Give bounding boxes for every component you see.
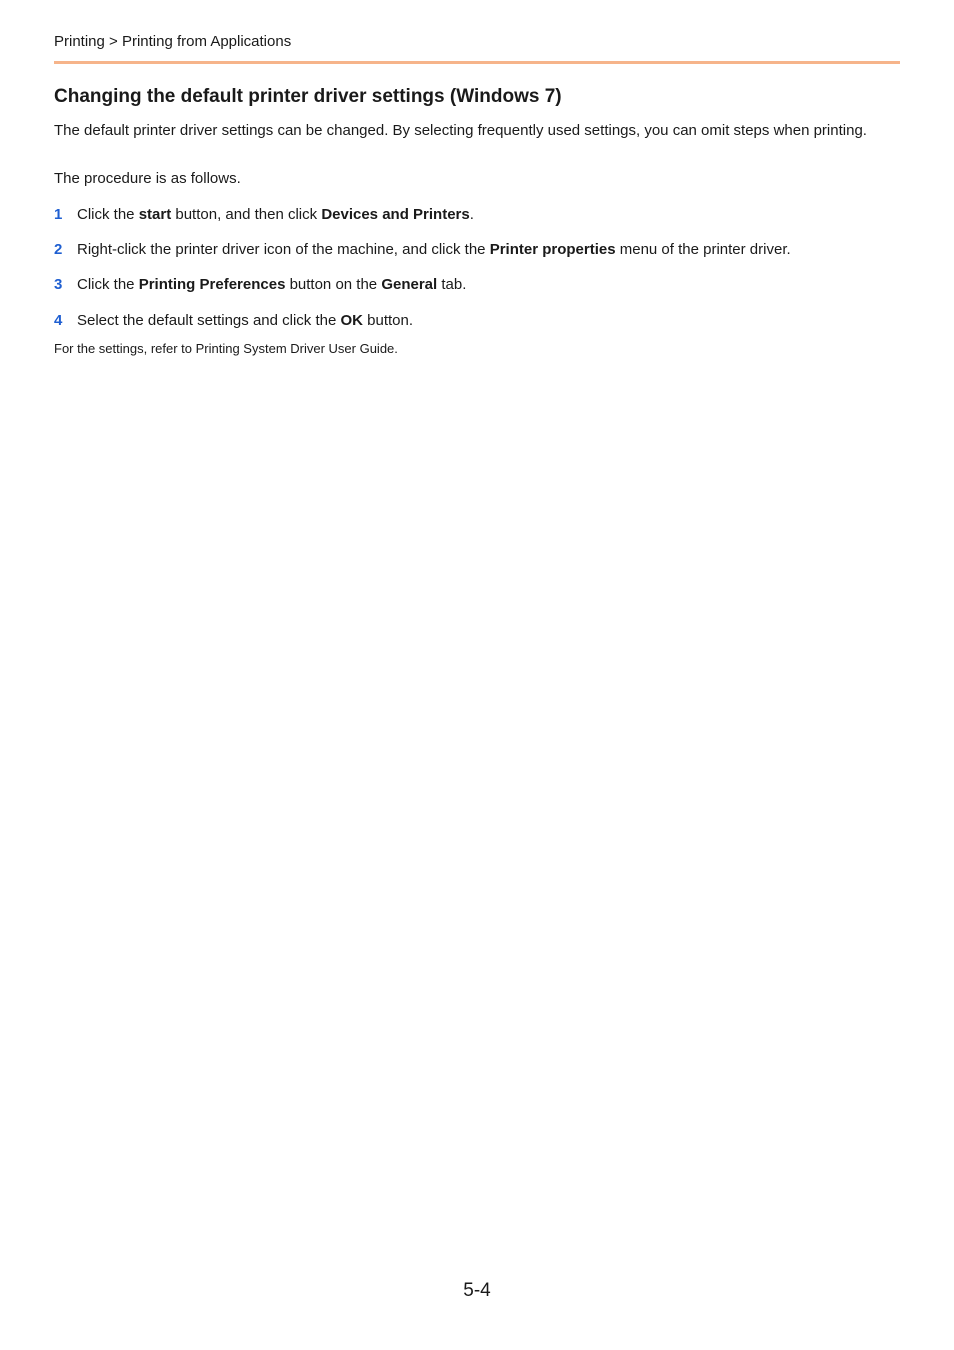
step-4: [54, 311, 413, 331]
step-text: button.: [363, 312, 414, 329]
step-bold-term: start: [138, 206, 172, 223]
reference-note: For the settings, refer to Printing System Driver User Guide.: [54, 341, 398, 356]
section-title: Changing the default printer driver settings (Windows 7): [54, 86, 562, 107]
step-text: menu of the printer driver.: [615, 241, 791, 258]
step-number: 4: [54, 312, 63, 329]
step-text: Click the: [77, 206, 139, 223]
intro-paragraph: The default printer driver settings can be changed. By selecting frequently used settings, you can omit steps when printing.: [54, 122, 867, 139]
step-2: [54, 240, 791, 260]
step-bold-term: Printer properties: [489, 241, 616, 258]
step-text: Select the default settings and click the: [77, 312, 341, 329]
step-3: [54, 275, 466, 295]
step-text: button on the: [285, 276, 382, 293]
step-bold-term: General: [381, 276, 438, 293]
step-bold-term: Devices and Printers: [321, 206, 470, 223]
step-number: 3: [54, 276, 63, 293]
step-number: 1: [54, 206, 63, 223]
page-number: 5-4: [463, 1280, 491, 1301]
step-number: 2: [54, 241, 63, 258]
step-1: [54, 205, 474, 225]
step-bold-term: OK: [340, 312, 363, 329]
header-divider: [54, 61, 900, 64]
step-text: Click the: [77, 276, 139, 293]
step-text: Right-click the printer driver icon of the machine, and click the: [77, 241, 490, 258]
procedure-intro: The procedure is as follows.: [54, 170, 241, 187]
step-text: .: [469, 206, 474, 223]
step-bold-term: Printing Preferences: [138, 276, 286, 293]
breadcrumb: Printing > Printing from Applications: [54, 33, 292, 50]
step-text: tab.: [437, 276, 467, 293]
step-text: button, and then click: [171, 206, 322, 223]
